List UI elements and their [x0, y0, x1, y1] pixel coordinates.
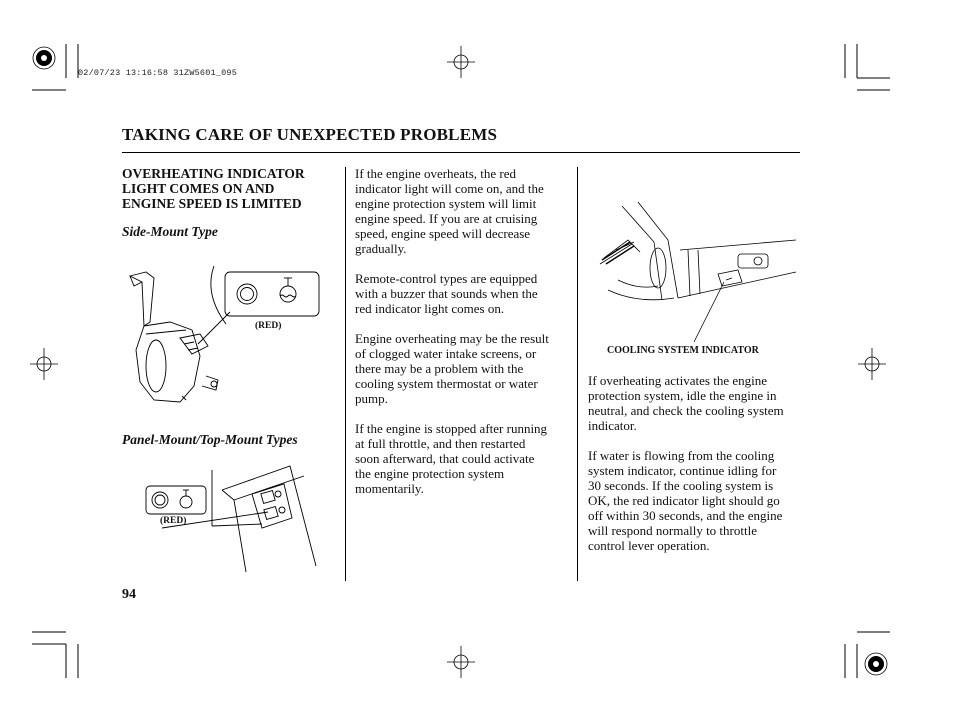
side-mount-red-caption: (RED) [255, 321, 282, 331]
column-divider-1 [345, 167, 346, 581]
section-title: TAKING CARE OF UNEXPECTED PROBLEMS [122, 125, 498, 144]
registration-target-bottom [447, 646, 475, 678]
column2-text [355, 166, 573, 496]
column3-text [588, 373, 803, 553]
panel-mount-label: Panel-Mount/Top-Mount Types [122, 432, 298, 447]
paragraph-restart: If the engine is stopped after running at full throttle, and then restarted soon afterward, that could activate the engine protection system momentarily. [355, 421, 548, 496]
overheating-heading: OVERHEATING INDICATOR LIGHT COMES ON AND ENGINE SPEED IS LIMITED [122, 166, 305, 211]
paragraph-water-flowing: If water is flowing from the cooling system indicator, continue idling for 30 seconds. If the cooling system is OK, the red indicator light should go off within 30 seconds, and the engine will respond normally to throttle control lever operation. [588, 448, 783, 553]
registration-target-top [447, 46, 475, 78]
side-mount-illustration [122, 264, 322, 404]
column-divider-2 [577, 167, 578, 581]
paragraph-idle-check: If overheating activates the engine protection system, idle the engine in neutral, and check the cooling system indicator. [588, 373, 784, 433]
starburst-mark-top-left [33, 47, 55, 69]
paragraph-buzzer: Remote-control types are equipped with a buzzer that sounds when the red indicator light comes on. [355, 271, 538, 316]
page-number: 94 [122, 587, 136, 602]
starburst-mark-bottom-right [865, 653, 887, 675]
registration-target-right [858, 348, 886, 380]
cooling-system-caption: COOLING SYSTEM INDICATOR [607, 345, 759, 356]
cooling-system-illustration [598, 200, 798, 350]
side-mount-label: Side-Mount Type [122, 224, 218, 239]
title-rule [122, 152, 800, 153]
paragraph-causes: Engine overheating may be the result of clogged water intake screens, or there may be a problem with the cooling system thermostat or water pump. [355, 331, 549, 406]
paragraph-overheat-intro: If the engine overheats, the red indicator light will come on, and the engine protection system will limit engine speed. If you are at cruising speed, engine speed will decrease gradually. [355, 166, 544, 256]
panel-mount-red-caption: (RED) [160, 516, 187, 526]
panel-mount-illustration [122, 460, 332, 578]
registration-target-left [30, 348, 58, 380]
print-stamp: 02/07/23 13:16:58 31ZW5601_095 [78, 68, 238, 78]
